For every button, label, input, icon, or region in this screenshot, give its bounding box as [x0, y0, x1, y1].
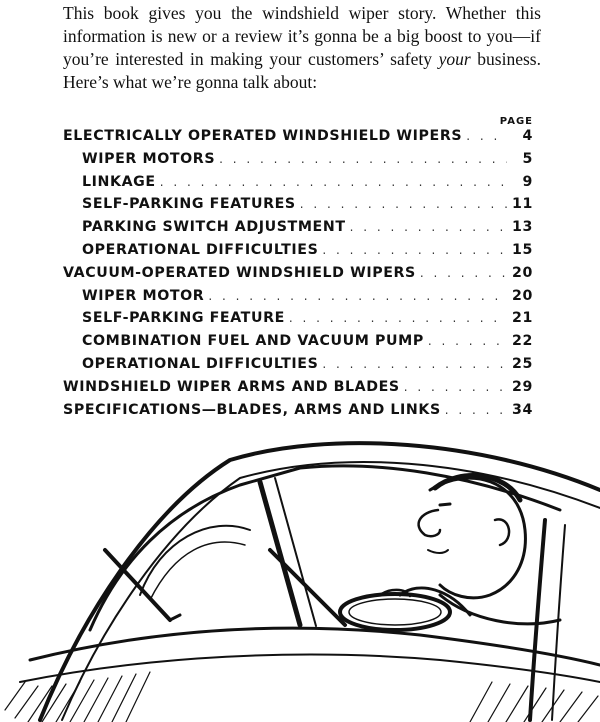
- toc-entry: [63, 379, 533, 402]
- toc-leader-dots: [219, 152, 507, 166]
- toc-entry-page: 11: [512, 196, 533, 213]
- body-hatching: [5, 672, 150, 722]
- toc-entry-page: 20: [512, 287, 533, 304]
- toc-subentry: [63, 310, 533, 333]
- wiper-arm-left: [170, 615, 180, 620]
- toc-subentry: [63, 219, 533, 242]
- toc-entry-page: 21: [512, 310, 533, 327]
- toc-entry: [63, 128, 533, 151]
- intro-text-1: This book gives you the windshield wiper story. Whether this information is new or a review it’s gonna be a big boost to you—if you’re interested in making your customers’ safety: [63, 3, 541, 69]
- toc-entry-label: WINDSHIELD WIPER ARMS AND BLADES: [63, 378, 400, 395]
- toc-entry-label: SPECIFICATIONS—BLADES, ARMS AND LINKS: [63, 401, 441, 418]
- toc-entry-page: 9: [522, 173, 533, 190]
- intro-paragraph: [63, 2, 541, 94]
- driver-nose: [419, 510, 440, 536]
- intro-italic-word: your: [438, 49, 471, 69]
- windshield-pillar: [260, 482, 300, 625]
- toc-subentry: [63, 356, 533, 379]
- toc-entry-label: LINKAGE: [82, 173, 156, 190]
- car-roof-line: [40, 443, 600, 720]
- toc-entry-label: ELECTRICALLY OPERATED WINDSHIELD WIPERS: [63, 128, 463, 144]
- car-driver-illustration: [0, 420, 600, 722]
- toc-leader-dots: [466, 129, 507, 143]
- toc-leader-dots: [300, 197, 507, 211]
- toc-leader-dots: [350, 220, 507, 234]
- toc-entry-page: 13: [512, 219, 533, 236]
- toc-entry-label: WIPER MOTOR: [82, 287, 205, 304]
- toc-entry-label: SELF-PARKING FEATURES: [82, 196, 296, 213]
- driver-eye: [440, 504, 450, 505]
- toc-entry-page: 20: [512, 264, 533, 281]
- toc-leader-dots: [420, 266, 507, 280]
- toc-leader-dots: [404, 380, 507, 394]
- toc-entry-label: WIPER MOTORS: [82, 150, 216, 167]
- toc-leader-dots: [428, 334, 507, 348]
- toc-leader-dots: [160, 175, 507, 189]
- toc-leader-dots: [322, 243, 507, 257]
- steering-wheel-inner: [349, 599, 441, 625]
- toc-subentry: [63, 288, 533, 311]
- toc-entry-page: 29: [512, 378, 533, 395]
- toc-subentry: [63, 196, 533, 219]
- toc-subentry: [63, 151, 533, 174]
- toc-subentry: [63, 174, 533, 197]
- toc-leader-dots: [445, 403, 507, 417]
- toc-entry-page: 15: [512, 241, 533, 258]
- wiper-blade-right: [270, 550, 345, 625]
- toc-subentry: [63, 242, 533, 265]
- intro-text-2: business. Here’s what we’re gonna talk about:: [63, 49, 541, 92]
- toc-entry-label: OPERATIONAL DIFFICULTIES: [82, 241, 319, 258]
- door-pillar: [530, 520, 545, 720]
- toc-entry-label: SELF-PARKING FEATURE: [82, 310, 285, 327]
- toc-leader-dots: [322, 357, 507, 371]
- toc-entry-label: OPERATIONAL DIFFICULTIES: [82, 355, 319, 372]
- toc-page-header: PAGE: [499, 116, 533, 127]
- driver-shoulder: [440, 595, 560, 624]
- hood-line-lower: [20, 655, 600, 682]
- toc-subentry: [63, 333, 533, 356]
- toc-entry: [63, 265, 533, 288]
- toc-entry-label: COMBINATION FUEL AND VACUUM PUMP: [82, 333, 424, 350]
- toc-entry-page: 22: [512, 333, 533, 350]
- toc-entry-page: 5: [522, 150, 533, 167]
- table-of-contents: [63, 116, 533, 424]
- hood-line: [30, 628, 600, 665]
- toc-entry-page: 25: [512, 355, 533, 372]
- driver-mouth: [428, 550, 448, 553]
- toc-leader-dots: [289, 311, 507, 325]
- toc-entry-page: 4: [522, 128, 533, 144]
- driver-head: [430, 478, 525, 598]
- toc-entry-label: PARKING SWITCH ADJUSTMENT: [82, 219, 346, 236]
- driver-ear: [495, 519, 509, 545]
- toc-entry-page: 34: [512, 401, 533, 418]
- toc-entry-label: VACUUM-OPERATED WINDSHIELD WIPERS: [63, 264, 416, 281]
- toc-leader-dots: [208, 289, 507, 303]
